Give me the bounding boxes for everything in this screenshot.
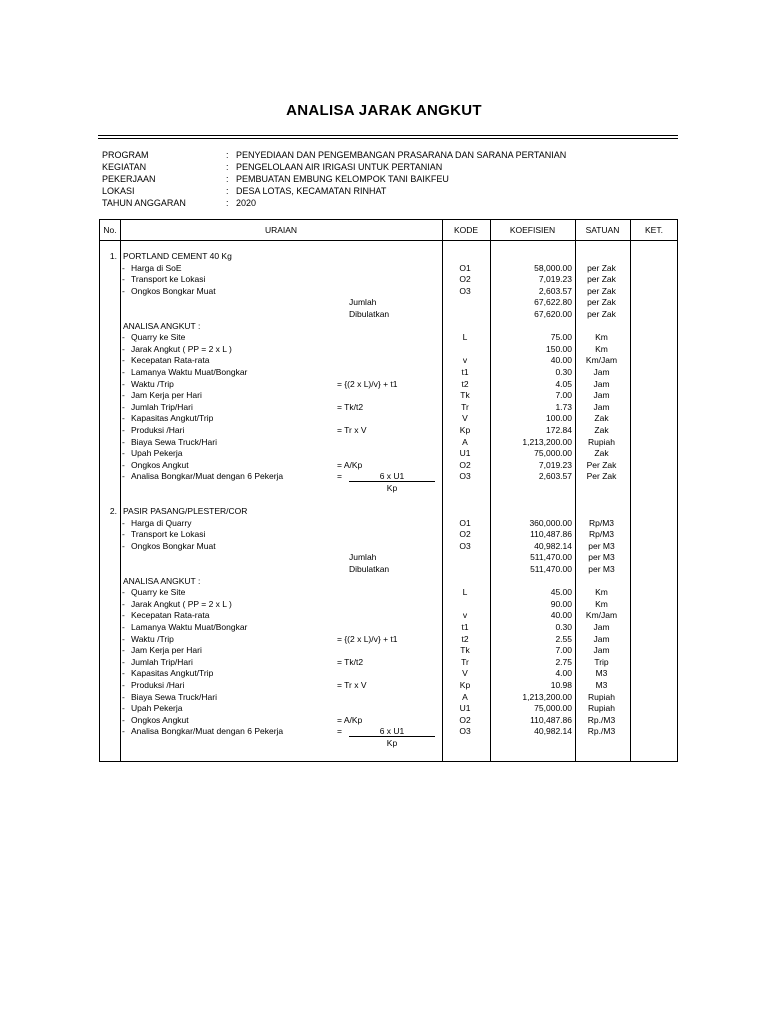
item-label: Jarak Angkut ( PP = 2 x L ) <box>131 598 232 609</box>
item-unit: Rupiah <box>588 703 615 714</box>
item-coefficient: 58,000.00 <box>534 262 572 273</box>
item-unit: Jam <box>593 633 610 644</box>
section-heading: ANALISA ANGKUT : <box>123 320 201 331</box>
item-label: Kecepatan Rata-rata <box>131 355 210 366</box>
item-unit: per Zak <box>587 308 616 319</box>
info-colon: : <box>226 198 229 208</box>
item-label: Analisa Bongkar/Muat dengan 6 Pekerja <box>131 726 284 737</box>
table-row <box>99 390 678 402</box>
item-code: U1 <box>459 703 471 714</box>
bullet-dash: - <box>122 471 125 482</box>
table-row <box>99 309 678 321</box>
bullet-dash: - <box>122 355 125 366</box>
item-unit: per Zak <box>587 285 616 296</box>
table-row <box>99 263 678 275</box>
item-code: O2 <box>459 274 471 285</box>
item-coefficient: 7.00 <box>555 390 572 401</box>
subtotal-label: Jumlah <box>349 552 377 563</box>
item-coefficient: 40.00 <box>550 355 572 366</box>
item-coefficient: 100.00 <box>546 413 572 424</box>
table-row <box>99 321 678 333</box>
info-row <box>102 185 672 197</box>
formula-denominator: Kp <box>386 737 398 748</box>
item-coefficient: 0.30 <box>555 366 572 377</box>
bullet-dash: - <box>122 262 125 273</box>
item-code: t1 <box>461 366 469 377</box>
item-coefficient: 2.75 <box>555 656 572 667</box>
item-coefficient: 4.05 <box>555 378 572 389</box>
item-label: Ongkos Bongkar Muat <box>131 285 216 296</box>
table-row <box>99 274 678 286</box>
item-unit: per M3 <box>588 552 615 563</box>
item-label: Lamanya Waktu Muat/Bongkar <box>131 366 248 377</box>
info-colon: : <box>226 186 229 196</box>
table-row <box>99 483 678 495</box>
bullet-dash: - <box>122 679 125 690</box>
item-code: O1 <box>459 262 471 273</box>
bullet-dash: - <box>122 529 125 540</box>
table-row <box>99 471 678 483</box>
bullet-dash: - <box>122 366 125 377</box>
item-coefficient: 10.98 <box>550 679 572 690</box>
info-value: PENGELOLAAN AIR IRIGASI UNTUK PERTANIAN <box>236 162 443 172</box>
item-code: O2 <box>459 459 471 470</box>
item-coefficient: 40.00 <box>550 610 572 621</box>
item-code: A <box>462 436 468 447</box>
table-row <box>99 494 678 506</box>
table-row <box>99 355 678 367</box>
item-coefficient: 0.30 <box>555 622 572 632</box>
table-row <box>99 413 678 425</box>
item-unit: Jam <box>593 366 610 377</box>
table-row <box>99 332 678 344</box>
item-label: Quarry ke Site <box>131 587 186 598</box>
table-row <box>99 610 678 622</box>
info-key: PEKERJAAN <box>102 174 156 184</box>
item-label: Ongkos Bongkar Muat <box>131 540 216 551</box>
item-coefficient: 45.00 <box>550 587 572 598</box>
item-code: O1 <box>459 517 471 528</box>
bullet-dash: - <box>122 390 125 401</box>
formula-numerator: 6 x U1 <box>349 726 435 737</box>
info-colon: : <box>226 174 229 184</box>
header-ket: KET. <box>645 225 663 235</box>
item-code: Tr <box>461 401 469 412</box>
item-label: Upah Pekerja <box>131 703 183 714</box>
table-row <box>99 587 678 599</box>
item-coefficient: 110,487.86 <box>530 529 572 540</box>
formula: = {(2 x L)/v} + t1 <box>337 633 398 644</box>
table-row <box>99 645 678 657</box>
bullet-dash: - <box>122 517 125 528</box>
item-coefficient: 110,487.86 <box>530 714 572 725</box>
item-label: Upah Pekerja <box>131 448 183 459</box>
info-key: PROGRAM <box>102 150 149 160</box>
item-coefficient: 172.84 <box>546 424 572 435</box>
item-code: t2 <box>461 378 469 389</box>
table-row <box>99 529 678 541</box>
table-row <box>99 726 678 738</box>
item-label: Analisa Bongkar/Muat dengan 6 Pekerja <box>131 471 284 482</box>
table-row <box>99 552 678 564</box>
item-unit: Jam <box>593 645 610 656</box>
subtotal-label: Dibulatkan <box>349 564 390 575</box>
item-coefficient: 360,000.00 <box>529 517 572 528</box>
table-row <box>99 703 678 715</box>
row-number: 2. <box>109 506 117 517</box>
item-unit: Jam <box>593 622 610 632</box>
item-code: U1 <box>459 448 471 459</box>
table-row <box>99 251 678 263</box>
table-row <box>99 738 678 750</box>
item-unit: Km <box>595 332 608 343</box>
item-code: L <box>462 587 468 598</box>
project-info-block <box>102 149 672 209</box>
bullet-dash: - <box>122 540 125 551</box>
item-unit: Zak <box>594 448 609 459</box>
bullet-dash: - <box>122 656 125 667</box>
table-row <box>99 622 678 634</box>
info-key: KEGIATAN <box>102 162 147 172</box>
item-label: Transport ke Lokasi <box>131 274 206 285</box>
item-coefficient: 1,213,200.00 <box>522 691 572 702</box>
title-rule-top <box>98 135 678 136</box>
info-row <box>102 173 672 185</box>
document-title: ANALISA JARAK ANGKUT <box>286 102 482 119</box>
item-unit: Km/Jam <box>585 355 618 366</box>
formula: = Tk/t2 <box>337 656 364 667</box>
item-unit: Per Zak <box>586 459 617 470</box>
item-label: Jarak Angkut ( PP = 2 x L ) <box>131 343 232 354</box>
bullet-dash: - <box>122 436 125 447</box>
item-unit: Jam <box>593 390 610 401</box>
item-label: Waktu /Trip <box>131 633 174 644</box>
item-label: Biaya Sewa Truck/Hari <box>131 436 217 447</box>
formula-equals: = <box>337 726 342 737</box>
item-code: t2 <box>461 633 469 644</box>
item-code: L <box>462 332 468 343</box>
info-value: PEMBUATAN EMBUNG KELOMPOK TANI BAIKFEU <box>236 174 449 184</box>
item-unit: Rupiah <box>588 436 615 447</box>
bullet-dash: - <box>122 343 125 354</box>
item-coefficient: 67,620.00 <box>534 308 572 319</box>
item-code: t1 <box>461 622 469 632</box>
section-heading: PASIR PASANG/PLESTER/COR <box>123 506 248 517</box>
item-coefficient: 2.55 <box>555 633 572 644</box>
table-row <box>99 402 678 414</box>
bullet-dash: - <box>122 378 125 389</box>
subtotal-label: Jumlah <box>349 297 377 308</box>
item-unit: Per Zak <box>586 471 617 482</box>
item-label: Biaya Sewa Truck/Hari <box>131 691 217 702</box>
bullet-dash: - <box>122 459 125 470</box>
table-row <box>99 576 678 588</box>
item-code: O3 <box>459 285 471 296</box>
item-label: Harga di SoE <box>131 262 182 273</box>
formula-numerator: 6 x U1 <box>349 471 435 482</box>
item-label: Jumlah Trip/Hari <box>131 401 193 412</box>
table-row <box>99 564 678 576</box>
item-label: Quarry ke Site <box>131 332 186 343</box>
item-code: Kp <box>459 679 471 690</box>
item-unit: Jam <box>593 378 610 389</box>
item-label: Ongkos Angkut <box>131 459 189 470</box>
table-row <box>99 367 678 379</box>
item-unit: Km <box>595 587 608 598</box>
item-coefficient: 75.00 <box>550 332 572 343</box>
table-row <box>99 297 678 309</box>
table-row <box>99 634 678 646</box>
item-coefficient: 75,000.00 <box>534 703 572 714</box>
item-unit: Km <box>595 343 608 354</box>
info-key: TAHUN ANGGARAN <box>102 198 186 208</box>
section-heading: ANALISA ANGKUT : <box>123 575 201 586</box>
header-divider <box>100 240 677 241</box>
bullet-dash: - <box>122 598 125 609</box>
info-value: PENYEDIAAN DAN PENGEMBANGAN PRASARANA DAN SARANA PERTANIAN <box>236 150 567 160</box>
info-colon: : <box>226 150 229 160</box>
formula-denominator: Kp <box>386 482 398 493</box>
item-unit: Rupiah <box>588 691 615 702</box>
item-label: Kapasitas Angkut/Trip <box>131 413 214 424</box>
table-row <box>99 680 678 692</box>
item-coefficient: 1.73 <box>555 401 572 412</box>
item-coefficient: 4.00 <box>555 668 572 679</box>
bullet-dash: - <box>122 587 125 598</box>
table-row <box>99 541 678 553</box>
table-row <box>99 437 678 449</box>
item-code: O3 <box>459 540 471 551</box>
header-satuan: SATUAN <box>585 225 620 235</box>
table-row <box>99 715 678 727</box>
item-coefficient: 40,982.14 <box>534 540 572 551</box>
item-code: Tr <box>461 656 469 667</box>
item-unit: per Zak <box>587 274 616 285</box>
header-no: No. <box>103 225 117 235</box>
bullet-dash: - <box>122 668 125 679</box>
item-coefficient: 2,603.57 <box>538 285 572 296</box>
bullet-dash: - <box>122 691 125 702</box>
subtotal-label: Dibulatkan <box>349 308 390 319</box>
item-unit: Km/Jam <box>585 610 618 621</box>
table-row <box>99 506 678 518</box>
item-label: Produksi /Hari <box>131 424 185 435</box>
table-row <box>99 460 678 472</box>
formula: = A/Kp <box>337 459 363 470</box>
info-row <box>102 161 672 173</box>
table-row <box>99 286 678 298</box>
item-unit: Jam <box>593 401 610 412</box>
item-coefficient: 90.00 <box>550 598 572 609</box>
item-unit: Zak <box>594 413 609 424</box>
formula-equals: = <box>337 471 342 482</box>
bullet-dash: - <box>122 274 125 285</box>
item-label: Waktu /Trip <box>131 378 174 389</box>
item-unit: Rp./M3 <box>587 726 616 737</box>
section-heading: PORTLAND CEMENT 40 Kg <box>123 251 232 261</box>
item-label: Jam Kerja per Hari <box>131 390 202 401</box>
item-unit: Rp./M3 <box>587 714 616 725</box>
item-unit: Rp/M3 <box>588 529 615 540</box>
table-row <box>99 668 678 680</box>
header-koefisien: KOEFISIEN <box>509 225 556 235</box>
table-row <box>99 657 678 669</box>
item-label: Harga di Quarry <box>131 517 192 528</box>
row-number: 1. <box>109 251 117 261</box>
formula: = Tr x V <box>337 424 367 435</box>
bullet-dash: - <box>122 633 125 644</box>
table-body <box>99 251 678 750</box>
table-row <box>99 518 678 530</box>
item-unit: Km <box>595 598 608 609</box>
item-unit: Zak <box>594 424 609 435</box>
item-code: v <box>462 610 468 621</box>
bullet-dash: - <box>122 424 125 435</box>
bullet-dash: - <box>122 332 125 343</box>
item-coefficient: 2,603.57 <box>538 471 572 482</box>
item-unit: per Zak <box>587 297 616 308</box>
item-coefficient: 7.00 <box>555 645 572 656</box>
title-rule-bottom <box>98 138 678 139</box>
item-code: Tk <box>460 390 470 401</box>
item-code: V <box>462 668 468 679</box>
item-code: O3 <box>459 726 471 737</box>
table-row <box>99 425 678 437</box>
item-coefficient: 40,982.14 <box>534 726 572 737</box>
item-label: Jumlah Trip/Hari <box>131 656 193 667</box>
item-unit: per M3 <box>588 564 615 575</box>
bullet-dash: - <box>122 448 125 459</box>
item-code: A <box>462 691 468 702</box>
table-row <box>99 599 678 611</box>
bullet-dash: - <box>122 622 125 632</box>
info-row <box>102 197 672 209</box>
item-code: Tk <box>460 645 470 656</box>
item-code: v <box>462 355 468 366</box>
formula: = {(2 x L)/v} + t1 <box>337 378 398 389</box>
item-unit: per Zak <box>587 262 616 273</box>
item-label: Produksi /Hari <box>131 679 185 690</box>
table-row <box>99 344 678 356</box>
item-coefficient: 511,470.00 <box>530 564 572 575</box>
item-label: Kecepatan Rata-rata <box>131 610 210 621</box>
item-coefficient: 67,622.80 <box>534 297 572 308</box>
formula: = Tk/t2 <box>337 401 364 412</box>
item-label: Ongkos Angkut <box>131 714 189 725</box>
item-label: Jam Kerja per Hari <box>131 645 202 656</box>
item-code: O3 <box>459 471 471 482</box>
item-label: Lamanya Waktu Muat/Bongkar <box>131 622 248 632</box>
item-unit: M3 <box>595 668 608 679</box>
bullet-dash: - <box>122 285 125 296</box>
table-row <box>99 692 678 704</box>
header-kode: KODE <box>453 225 479 235</box>
bullet-dash: - <box>122 610 125 621</box>
info-row <box>102 149 672 161</box>
bullet-dash: - <box>122 726 125 737</box>
info-key: LOKASI <box>102 186 135 196</box>
item-code: Kp <box>459 424 471 435</box>
item-coefficient: 1,213,200.00 <box>522 436 572 447</box>
formula: = Tr x V <box>337 679 367 690</box>
bullet-dash: - <box>122 401 125 412</box>
item-label: Kapasitas Angkut/Trip <box>131 668 214 679</box>
item-coefficient: 511,470.00 <box>530 552 572 563</box>
header-uraian: URAIAN <box>264 225 298 235</box>
bullet-dash: - <box>122 703 125 714</box>
info-value: DESA LOTAS, KECAMATAN RINHAT <box>236 186 387 196</box>
bullet-dash: - <box>122 413 125 424</box>
item-code: O2 <box>459 529 471 540</box>
info-value: 2020 <box>236 198 257 208</box>
bullet-dash: - <box>122 645 125 656</box>
item-unit: M3 <box>595 679 608 690</box>
table-row <box>99 448 678 460</box>
item-unit: Trip <box>594 656 609 667</box>
item-coefficient: 75,000.00 <box>534 448 572 459</box>
item-code: O2 <box>459 714 471 725</box>
item-coefficient: 7,019.23 <box>538 459 572 470</box>
table-row <box>99 379 678 391</box>
formula: = A/Kp <box>337 714 363 725</box>
item-coefficient: 150.00 <box>546 343 572 354</box>
item-label: Transport ke Lokasi <box>131 529 206 540</box>
bullet-dash: - <box>122 714 125 725</box>
item-coefficient: 7,019.23 <box>538 274 572 285</box>
item-unit: Rp/M3 <box>588 517 615 528</box>
item-code: V <box>462 413 468 424</box>
info-colon: : <box>226 162 229 172</box>
item-unit: per M3 <box>588 540 615 551</box>
